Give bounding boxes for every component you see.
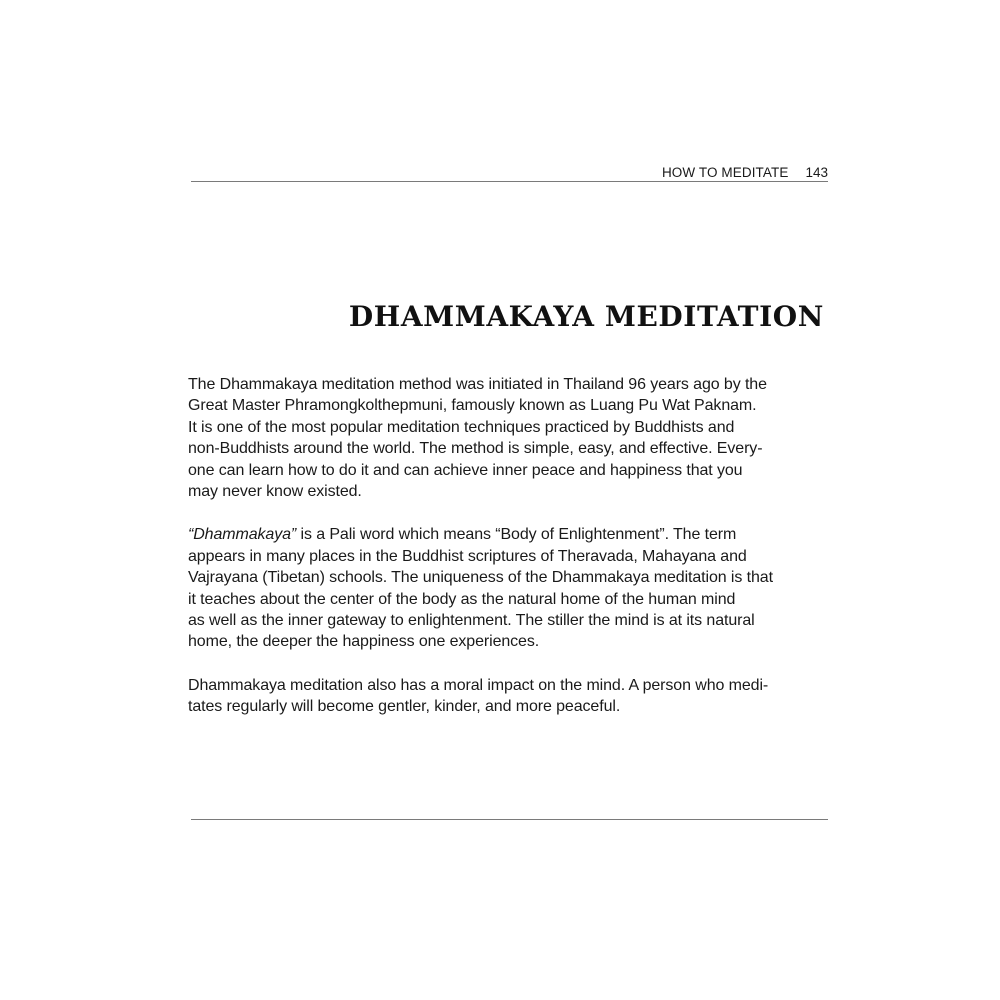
page-number: 143 (805, 165, 828, 180)
body-text (188, 374, 838, 740)
text-line: The Dhammakaya meditation method was initiated in Thailand 96 years ago by the (188, 376, 767, 393)
chapter-title: DHAMMAKAYA MEDITATION (348, 300, 824, 333)
footer-rule (191, 819, 828, 820)
text-line: one can learn how to do it and can achieve inner peace and happiness that you (188, 461, 743, 479)
text-line: tates regularly will become gentler, kinder, and more peaceful. (188, 698, 621, 716)
paragraph-2 (188, 524, 838, 652)
paragraph-1 (188, 374, 838, 502)
text-line: It is one of the most popular meditation techniques practiced by Buddhists and (188, 418, 735, 436)
text-line: home, the deeper the happiness one experiences. (188, 633, 540, 651)
text-line: Vajrayana (Tibetan) schools. The uniqueness of the Dhammakaya meditation is that (188, 569, 773, 587)
text-line (188, 524, 838, 545)
text-line: as well as the inner gateway to enlightenment. The stiller the mind is at its natural (188, 612, 755, 630)
header-rule (191, 181, 828, 182)
text-line: Great Master Phramongkolthepmuni, famously known as Luang Pu Wat Paknam. (188, 397, 757, 415)
running-header (191, 164, 828, 182)
text-line: non-Buddhists around the world. The method is simple, easy, and effective. Every- (188, 440, 763, 458)
text-line: may never know existed. (188, 483, 362, 501)
text-line: Dhammakaya meditation also has a moral impact on the mind. A person who medi- (188, 676, 769, 694)
text-line: appears in many places in the Buddhist scriptures of Theravada, Mahayana and (188, 547, 747, 565)
text-line-rest: is a Pali word which means “Body of Enlightenment”. The term (296, 526, 737, 544)
header-section-title: HOW TO MEDITATE (661, 165, 789, 180)
text-line: it teaches about the center of the body as the natural home of the human mind (188, 590, 736, 608)
defined-term: “Dhammakaya” (188, 526, 297, 544)
paragraph-3 (188, 675, 838, 718)
